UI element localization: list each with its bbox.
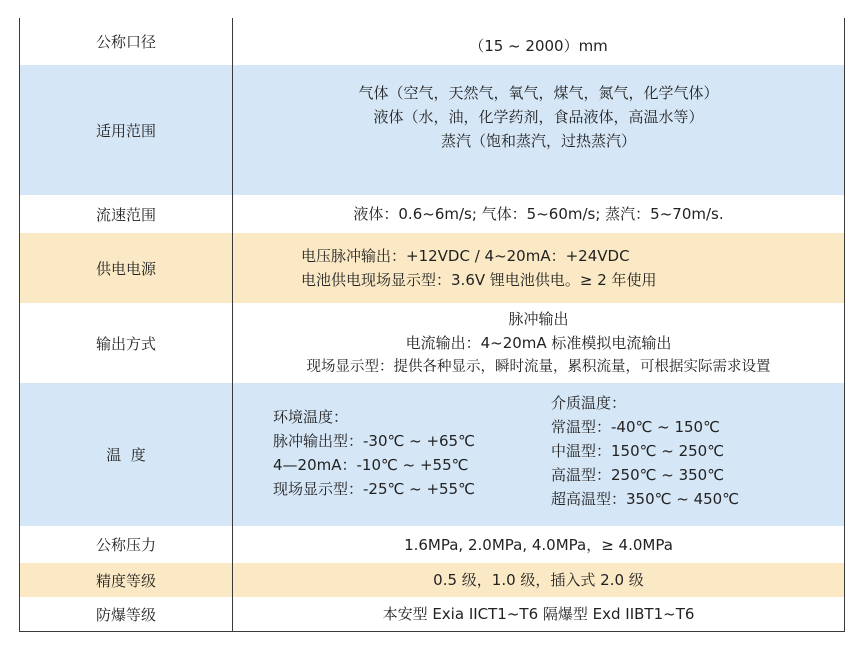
table-row — [20, 303, 844, 383]
value-line: 现场显示型：-25℃ ~ +55℃ — [273, 480, 475, 498]
value-line: 气体（空气，天然气，氧气，煤气，氮气，化学气体） — [358, 84, 719, 102]
value-line: 0.5 级，1.0 级，插入式 2.0 级 — [433, 571, 644, 589]
table-row — [20, 563, 844, 597]
row-label: 精度等级 — [95, 571, 156, 590]
value-line: 介质温度： — [551, 394, 627, 412]
value-line: 本安型 Exia IICT1~T6 隔爆型 Exd IIBT1~T6 — [382, 605, 695, 623]
table-row — [20, 195, 844, 233]
row-label: 防爆等级 — [95, 605, 156, 624]
value-line: 电压脉冲输出：+12VDC / 4~20mA：+24VDC — [301, 247, 630, 265]
row-value — [233, 303, 844, 383]
value-line: 蒸汽（饱和蒸汽，过热蒸汽） — [440, 132, 636, 150]
table-row — [20, 233, 844, 303]
value-line: 超高温型：350℃ ~ 450℃ — [551, 490, 740, 508]
medium-temperature — [551, 391, 739, 511]
value-line: 脉冲输出 — [508, 310, 569, 328]
value-line: 中温型：150℃ ~ 250℃ — [551, 442, 725, 460]
value-line: 液体（水，油，化学药剂，食品液体，高温水等） — [373, 108, 704, 126]
temperature-block — [233, 383, 844, 526]
row-label: 流速范围 — [95, 205, 156, 224]
row-label: 输出方式 — [95, 334, 156, 353]
value-line: 现场显示型：提供各种显示，瞬时流量，累积流量，可根据实际需求设置 — [306, 359, 771, 375]
table-row — [20, 65, 844, 195]
value-line: 常温型：-40℃ ~ 150℃ — [551, 418, 720, 436]
table-row — [20, 597, 844, 631]
value-line: 脉冲输出型：-30℃ ~ +65℃ — [273, 432, 475, 450]
row-label: 适用范围 — [95, 121, 156, 140]
value-line: 电流输出：4~20mA 标准模拟电流输出 — [405, 334, 672, 352]
row-value — [233, 563, 844, 597]
table-row — [20, 18, 844, 65]
row-value — [233, 597, 844, 631]
row-value — [233, 526, 844, 563]
row-value — [233, 65, 844, 195]
value-line: 液体：0.6~6m/s; 气体：5~60m/s; 蒸汽：5~70m/s. — [353, 205, 724, 223]
value-line: 4—20mA：-10℃ ~ +55℃ — [273, 456, 469, 474]
row-value — [233, 18, 844, 65]
row-label: 供电电源 — [95, 259, 156, 278]
value-line: 电池供电现场显示型：3.6V 锂电池供电。≥ 2 年使用 — [301, 271, 657, 289]
table-row — [20, 383, 844, 526]
table-row — [20, 526, 844, 563]
value-line: （15 ~ 2000）mm — [469, 36, 608, 55]
row-value — [233, 195, 844, 233]
spec-table — [19, 18, 845, 632]
value-line: 环境温度： — [273, 408, 349, 426]
row-label: 公称压力 — [95, 536, 156, 554]
value-line: 1.6MPa, 2.0MPa, 4.0MPa，≥ 4.0MPa — [404, 535, 673, 554]
row-label: 温 度 — [106, 446, 146, 464]
row-value — [233, 233, 844, 303]
ambient-temperature — [273, 405, 475, 501]
value-line: 高温型：250℃ ~ 350℃ — [551, 466, 725, 484]
row-label: 公称口径 — [95, 33, 156, 51]
